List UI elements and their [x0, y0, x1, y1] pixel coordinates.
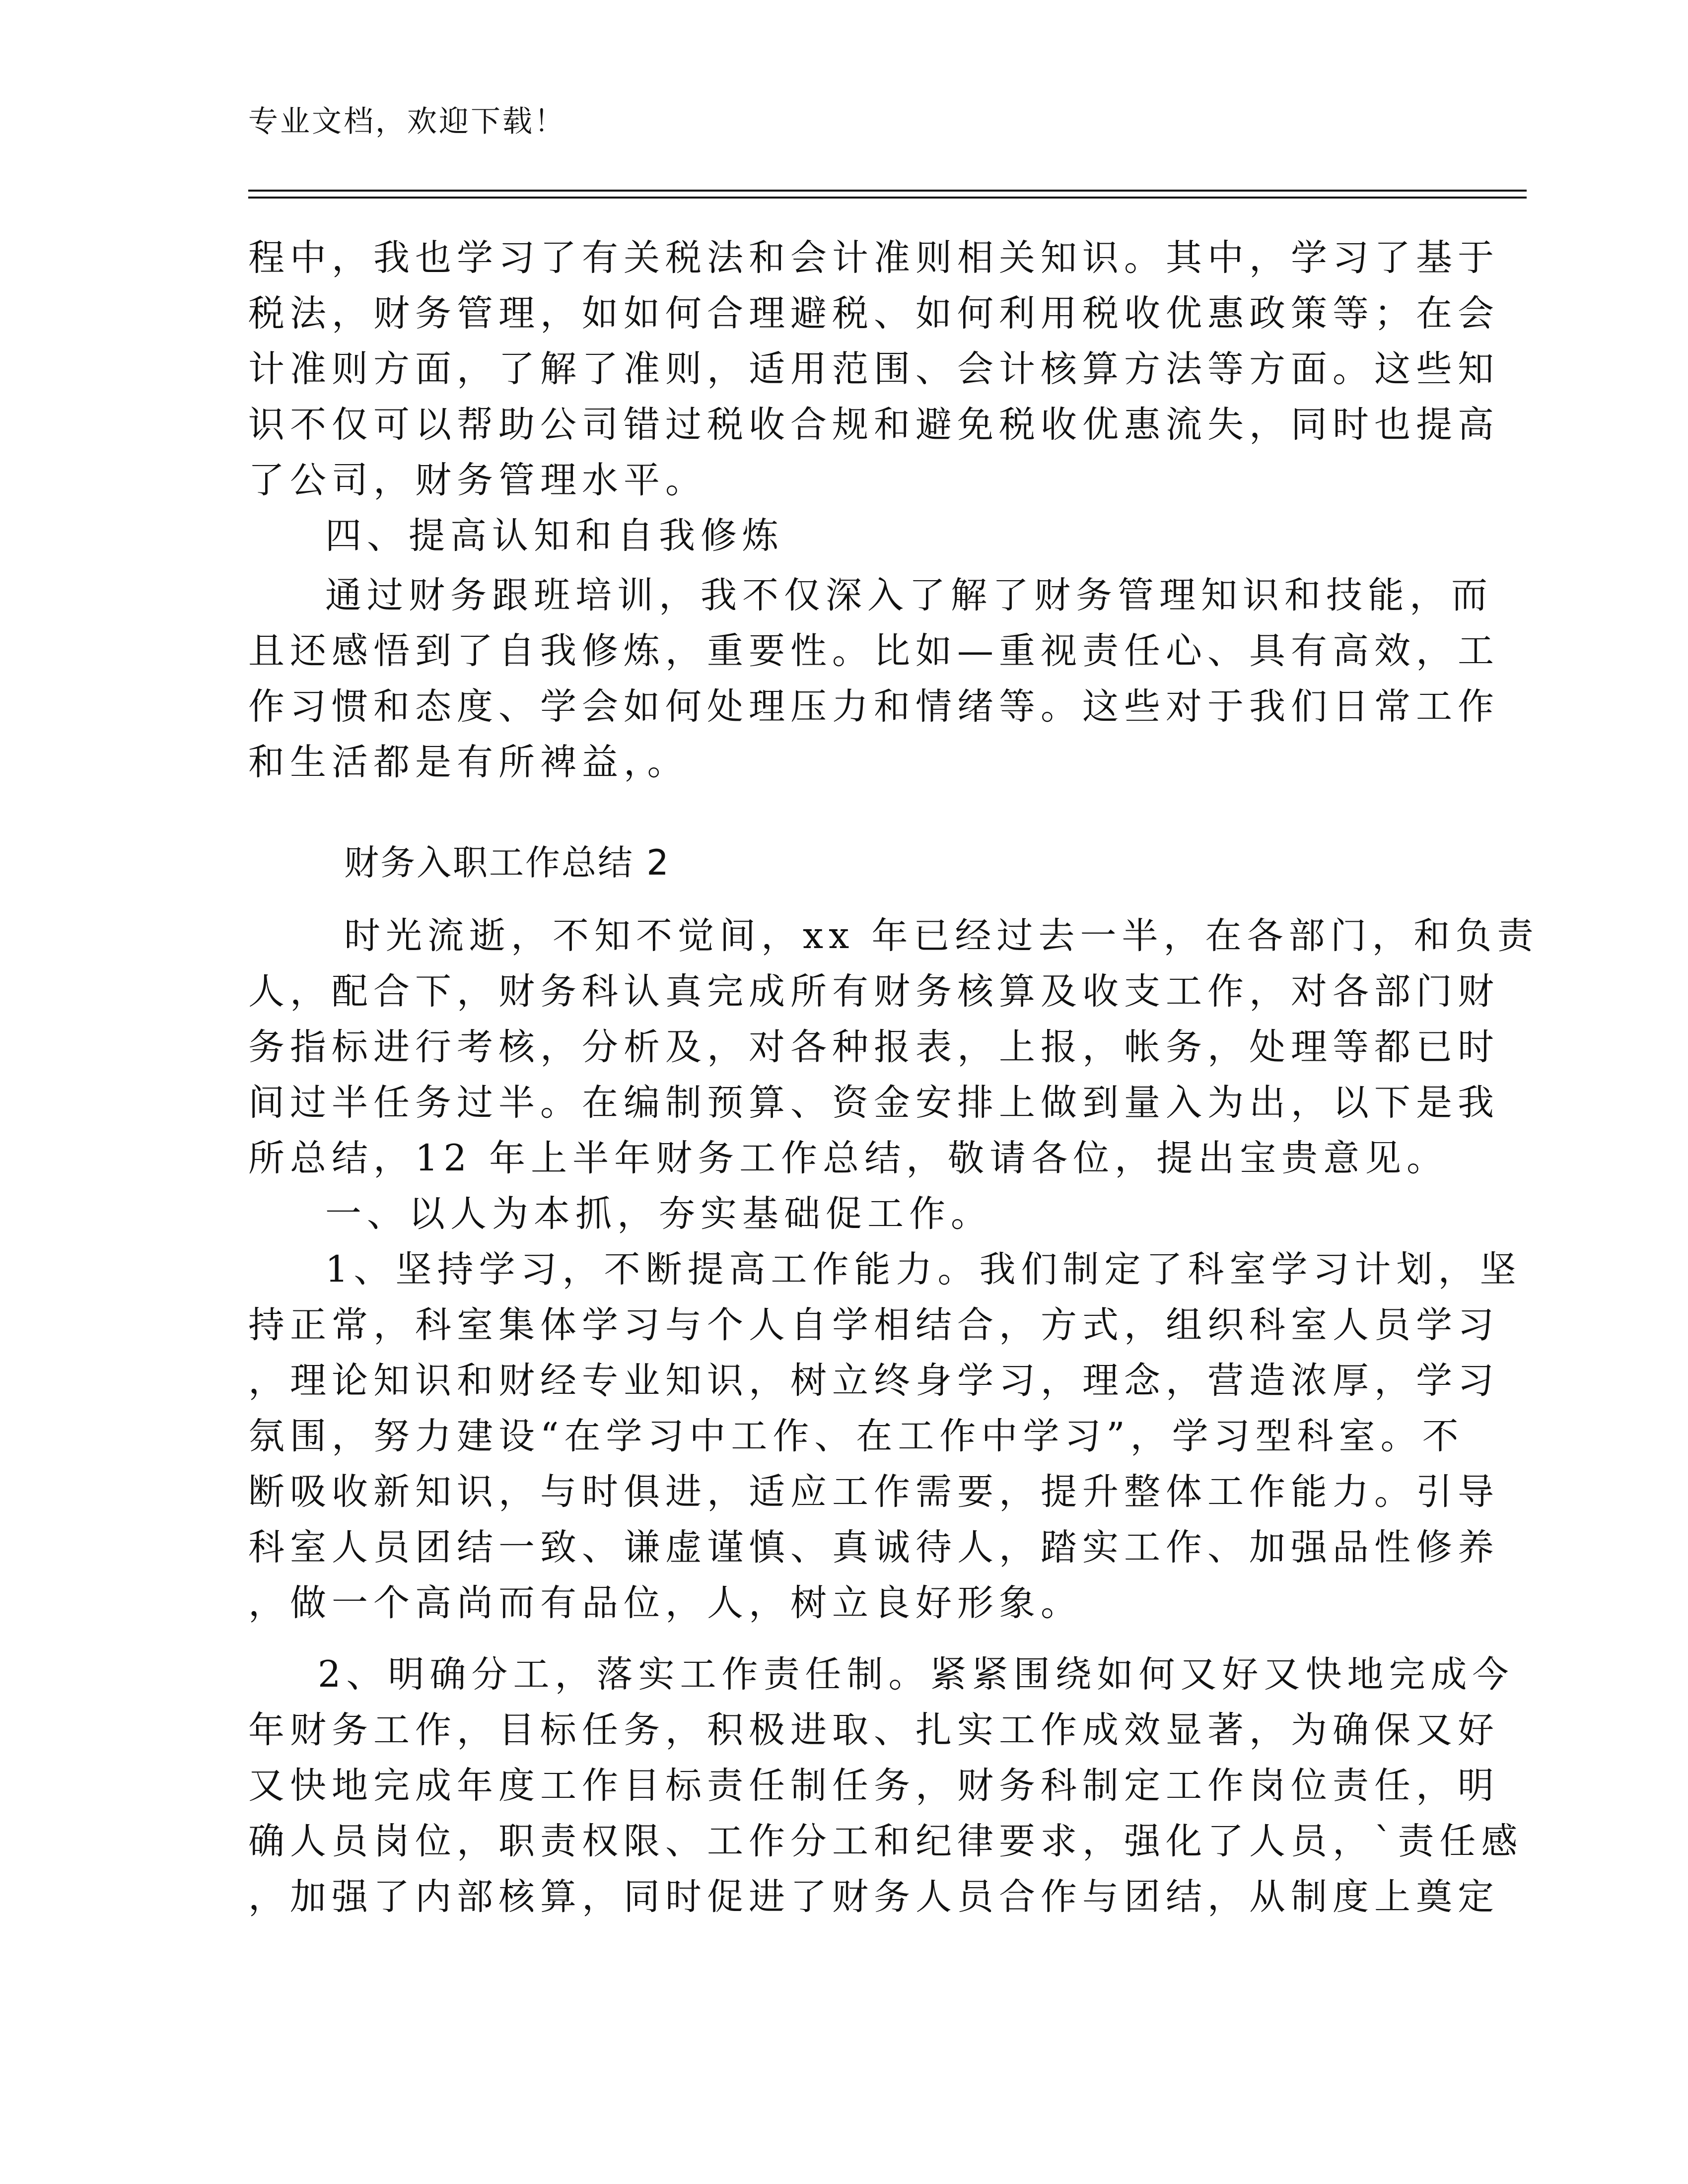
body-line: 作习惯和态度、学会如何处理压力和情绪等。这些对于我们日常工作	[248, 685, 1499, 728]
body-line: ，做一个高尚而有品位，人，树立良好形象。	[248, 1582, 1082, 1624]
body-line: 所总结，12 年上半年财务工作总结，敬请各位，提出宝贵意见。	[248, 1137, 1449, 1179]
body-line: 年财务工作，目标任务，积极进取、扎实工作成效显著，为确保又好	[248, 1709, 1499, 1751]
body-line: 持正常，科室集体学习与个人自学相结合，方式，组织科室人员学习	[248, 1304, 1499, 1346]
section-title: 财务入职工作总结 2	[344, 842, 670, 883]
body-line: 税法，财务管理，如如何合理避税、如何利用税收优惠政策等；在会	[248, 292, 1499, 335]
body-line: 1、坚持学习，不断提高工作能力。我们制定了科室学习计划，坚	[325, 1248, 1522, 1291]
body-line: ，加强了内部核算，同时促进了财务人员合作与团结，从制度上奠定	[248, 1876, 1499, 1918]
body-line: 务指标进行考核，分析及，对各种报表，上报，帐务，处理等都已时	[248, 1026, 1499, 1068]
body-line: 识不仅可以帮助公司错过税收合规和避免税收优惠流失，同时也提高	[248, 404, 1499, 446]
header-rule-top	[248, 190, 1527, 192]
body-line: 人，配合下，财务科认真完成所有财务核算及收支工作，对各部门财	[248, 970, 1499, 1013]
body-line: 确人员岗位，职责权限、工作分工和纪律要求，强化了人员，`责任感	[248, 1820, 1523, 1862]
body-line: 氛围，努力建设“在学习中工作、在工作中学习”，学习型科室。不	[248, 1415, 1464, 1457]
body-line: 计准则方面，了解了准则，适用范围、会计核算方法等方面。这些知	[248, 348, 1499, 390]
body-line: 程中，我也学习了有关税法和会计准则相关知识。其中，学习了基于	[248, 237, 1499, 279]
section-heading: 四、提高认知和自我修炼	[325, 515, 784, 557]
body-line: 了公司，财务管理水平。	[248, 459, 707, 501]
body-line: 断吸收新知识，与时俱进，适应工作需要，提升整体工作能力。引导	[248, 1471, 1499, 1513]
body-line: 2、明确分工，落实工作责任制。紧紧围绕如何又好又快地完成今	[318, 1653, 1514, 1696]
header-rule-bottom	[248, 197, 1527, 199]
page-header: 专业文档，欢迎下载！	[248, 104, 566, 139]
body-line: 间过半任务过半。在编制预算、资金安排上做到量入为出，以下是我	[248, 1082, 1499, 1124]
body-line: 和生活都是有所裨益，。	[248, 741, 689, 783]
body-line: 又快地完成年度工作目标责任制任务，财务科制定工作岗位责任，明	[248, 1765, 1499, 1807]
body-line: 时光流逝，不知不觉间，xx 年已经过去一半，在各部门，和负责	[344, 915, 1539, 957]
body-line: 通过财务跟班培训，我不仅深入了解了财务管理知识和技能，而	[325, 574, 1493, 616]
body-line: ，理论知识和财经专业知识，树立终身学习，理念，营造浓厚，学习	[248, 1360, 1499, 1402]
body-line: 科室人员团结一致、谦虚谨慎、真诚待人，踏实工作、加强品性修养	[248, 1526, 1499, 1569]
section-heading: 一、以人为本抓，夯实基础促工作。	[325, 1193, 992, 1235]
body-line: 且还感悟到了自我修炼，重要性。比如—重视责任心、具有高效，工	[248, 630, 1499, 672]
